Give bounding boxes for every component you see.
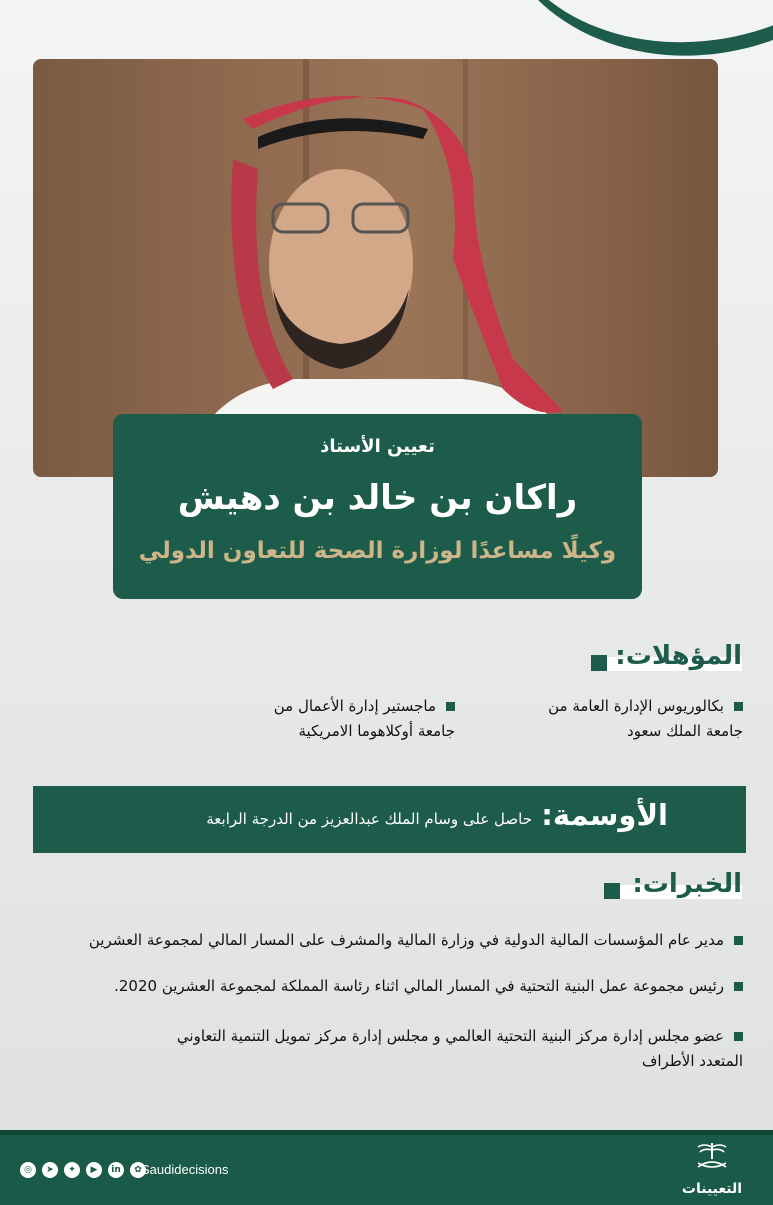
saudi-decisions-logo — [667, 1141, 757, 1201]
heading-square — [604, 883, 620, 899]
telegram-icon[interactable]: ➤ — [42, 1162, 58, 1178]
appointee-role: وكيلًا مساعدًا لوزارة الصحة للتعاون الدولي — [138, 538, 617, 564]
qualification-item: ماجستير إدارة الأعمال من جامعة أوكلاهوما الامريكية — [273, 697, 455, 740]
medals-heading: الأوسمة: — [541, 798, 668, 832]
heading-square — [591, 655, 607, 671]
palm-swords-emblem-icon — [692, 1141, 732, 1171]
title-card — [113, 414, 642, 599]
experience-heading: الخبرات: — [604, 869, 742, 905]
instagram-icon[interactable]: ◎ — [20, 1162, 36, 1178]
social-handle[interactable]: Saudidecisions — [141, 1162, 229, 1177]
qualifications-heading: المؤهلات: — [591, 641, 742, 677]
experience-item: رئيس مجموعة عمل البنية التحتية في المسار المالي اثناء رئاسة المملكة لمجموعة العشرين 2020. — [63, 974, 743, 999]
experience-item: مدير عام المؤسسات المالية الدولية في وزارة المالية والمشرف على المسار المالي لمجموعة العشرين — [63, 928, 743, 953]
appointee-name: راكان بن خالد بن دهيش — [177, 478, 578, 518]
bullet-icon — [446, 702, 455, 711]
twitter-icon[interactable]: ✦ — [64, 1162, 80, 1178]
medals-text: حاصل على وسام الملك عبدالعزيز من الدرجة الرابعة — [206, 810, 532, 828]
social-icons — [20, 1162, 146, 1178]
bullet-icon — [734, 1032, 743, 1041]
snapchat-icon[interactable]: ✿ — [130, 1162, 146, 1178]
appointment-header: تعيين الأستاذ — [320, 436, 435, 457]
qualification-item: بكالوريوس الإدارة العامة من جامعة الملك سعود — [548, 697, 743, 740]
bullet-icon — [734, 936, 743, 945]
logo-wordmark: التعيينات — [681, 1181, 743, 1197]
footer-bar — [0, 1130, 773, 1205]
bullet-icon — [734, 982, 743, 991]
linkedin-icon[interactable]: in — [108, 1162, 124, 1178]
youtube-icon[interactable]: ▶ — [86, 1162, 102, 1178]
experience-item: عضو مجلس إدارة مركز البنية التحتية العالمي و مجلس إدارة مركز تمويل التنمية التعاوني المتعدد الأطراف — [176, 1027, 743, 1070]
bullet-icon — [734, 702, 743, 711]
medals-band — [33, 786, 746, 853]
